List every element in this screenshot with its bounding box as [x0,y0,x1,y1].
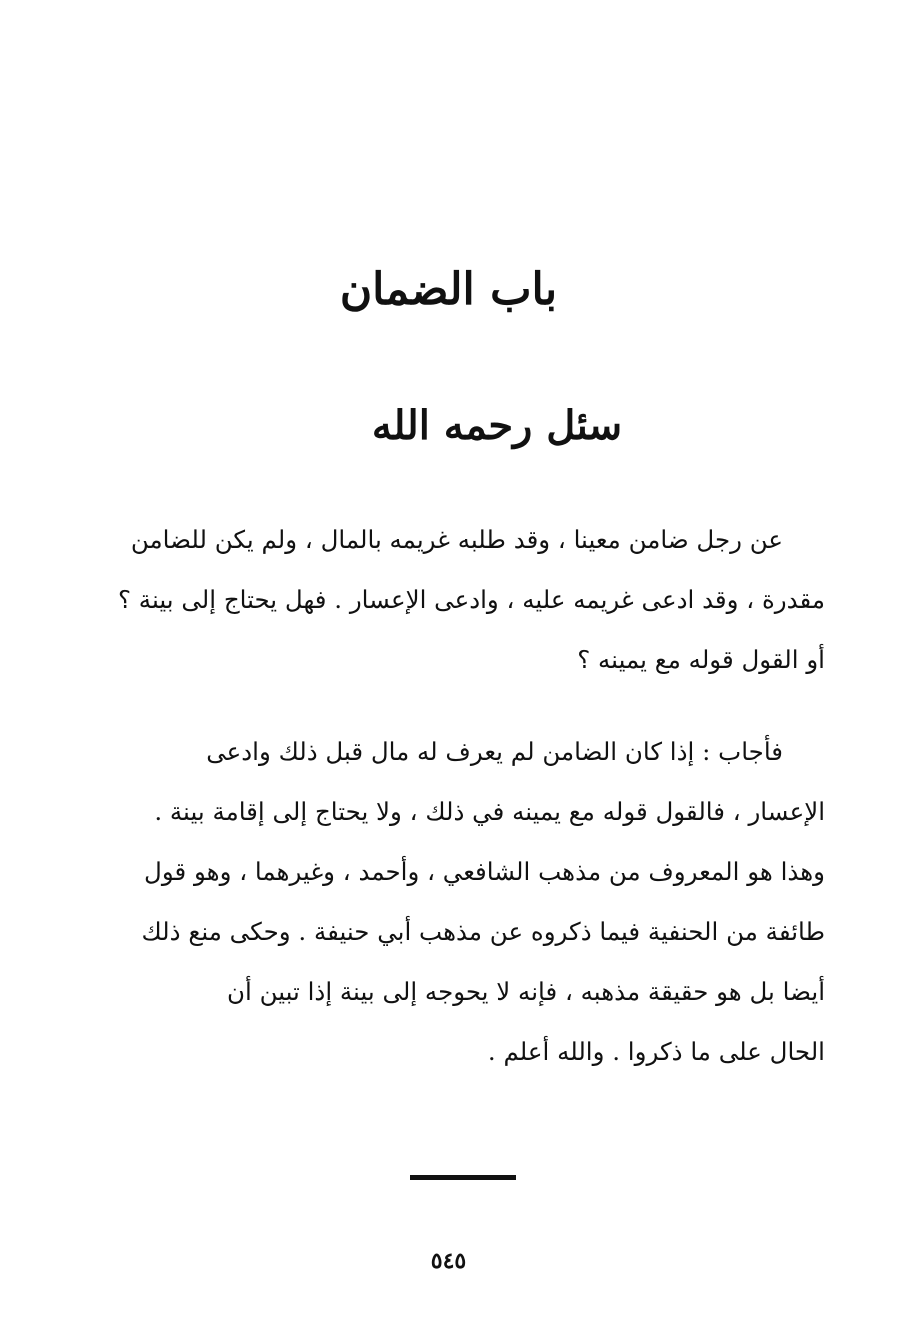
answer-line: فأجاب : إذا كان الضامن لم يعرف له مال قبل ذلك وادعى [206,737,783,766]
answer-line: الإعسار ، فالقول قوله مع يمينه في ذلك ، ولا يحتاج إلى إقامة بينة . [154,797,825,826]
answer-line: طائفة من الحنفية فيما ذكروه عن مذهب أبي حنيفة . وحكى منع ذلك [141,917,825,946]
question-heading: سئل رحمه الله [371,402,623,449]
page-number: ٥٤٥ [430,1248,467,1274]
chapter-title: باب الضمان [339,264,558,315]
question-line: عن رجل ضامن معينا ، وقد طلبه غريمه بالمال ، ولم يكن للضامن [130,525,783,554]
answer-line: وهذا هو المعروف من مذهب الشافعي ، وأحمد ، وغيرهما ، وهو قول [144,857,825,886]
answer-paragraph [105,722,825,1082]
section-divider [410,1175,516,1180]
question-paragraph [105,510,825,690]
question-line: مقدرة ، وقد ادعى غريمه عليه ، وادعى الإعسار . فهل يحتاج إلى بينة ؟ [118,585,825,614]
answer-line: الحال على ما ذكروا . والله أعلم . [487,1037,825,1066]
answer-line: أيضا بل هو حقيقة مذهبه ، فإنه لا يحوجه إلى بينة إذا تبين أن [226,977,825,1006]
question-line: أو القول قوله مع يمينه ؟ [577,645,825,674]
